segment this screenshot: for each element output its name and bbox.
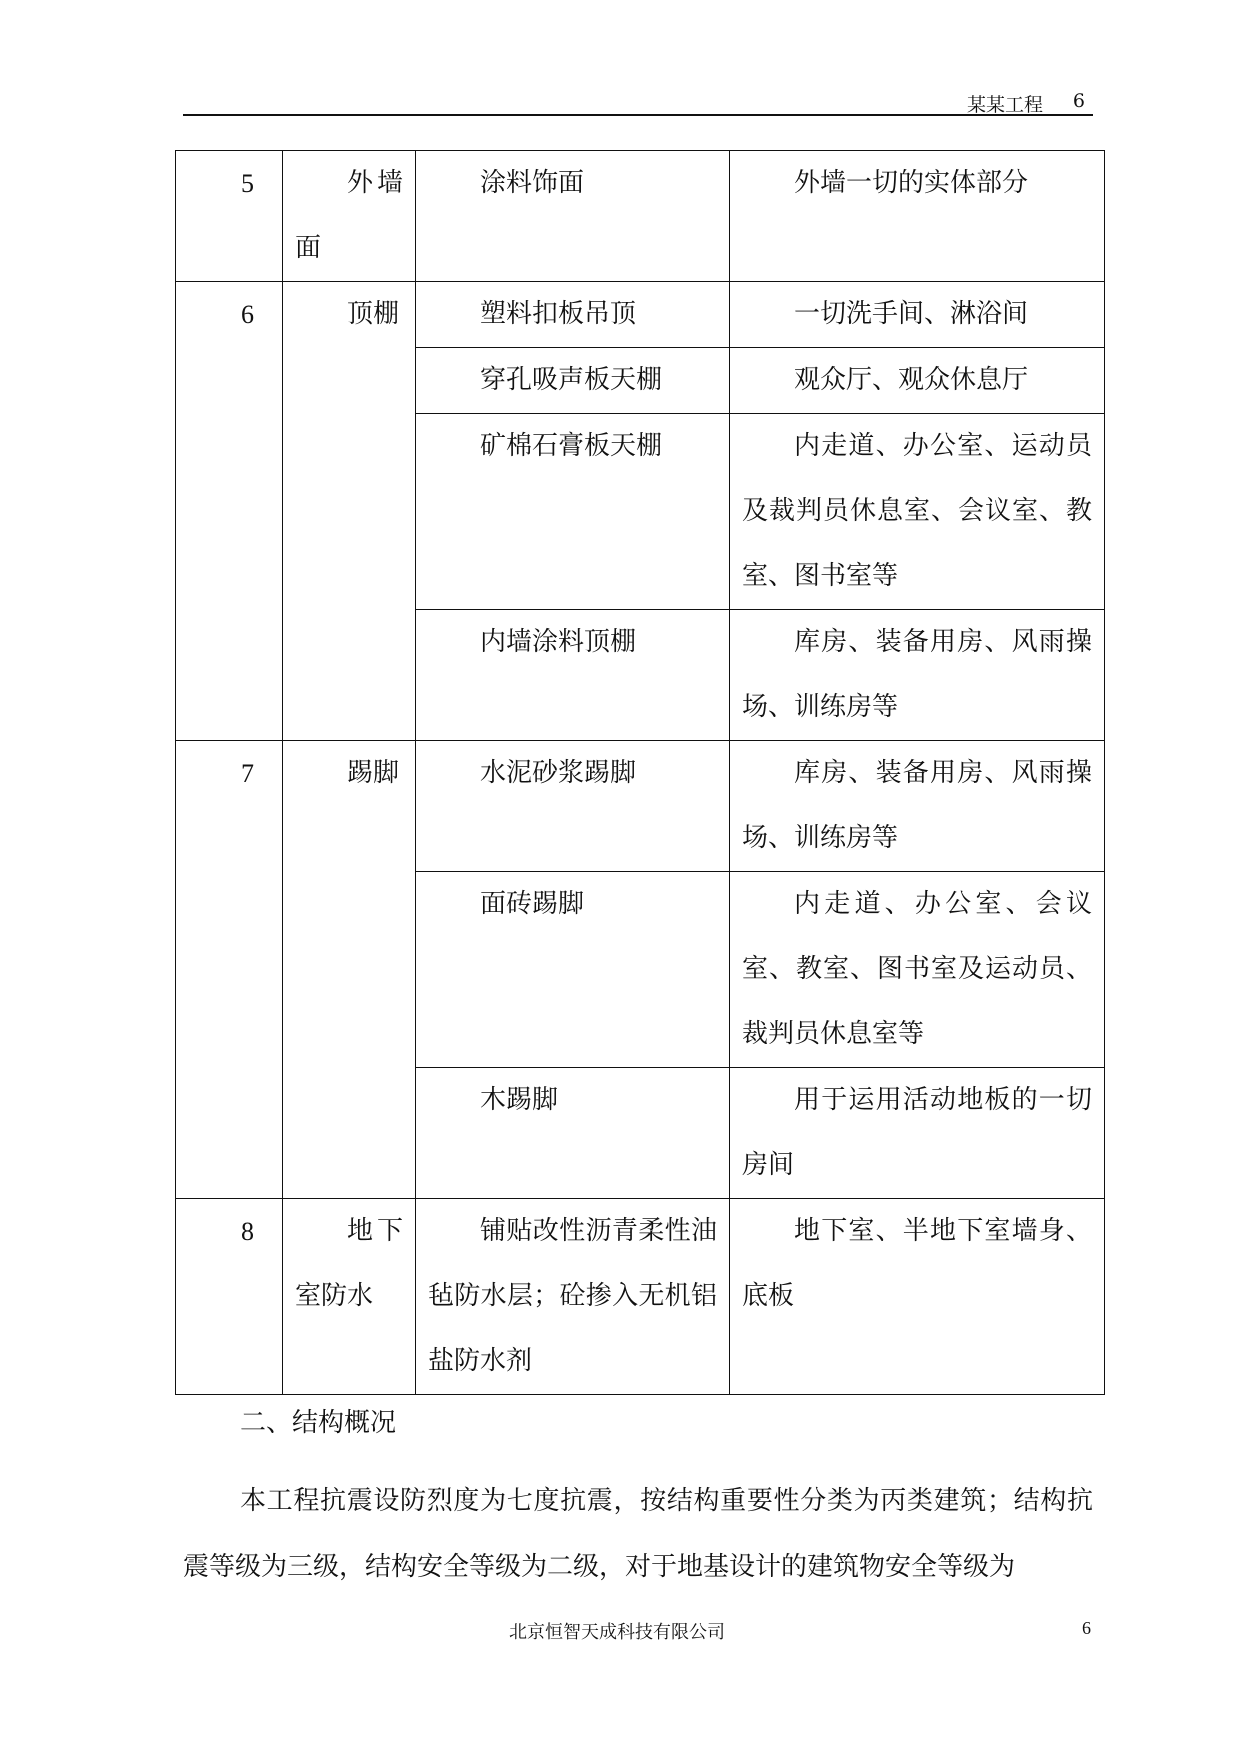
table-row bbox=[176, 741, 1105, 872]
table-row bbox=[176, 282, 1105, 348]
row-category: 外墙面 bbox=[295, 168, 403, 263]
row-usage: 内走道、办公室、会议室、教室、图书室及运动员、裁判员休息室等 bbox=[742, 889, 1092, 1049]
body-paragraph: 本工程抗震设防烈度为七度抗震，按结构重要性分类为丙类建筑；结构抗震等级为三级，结构安全等级为二级，对于地基设计的建筑物安全等级为 bbox=[183, 1486, 1093, 1582]
header-title: 某某工程 bbox=[966, 94, 1043, 116]
footer-page-number: 6 bbox=[1082, 1618, 1091, 1638]
row-category: 地下室防水 bbox=[295, 1216, 403, 1311]
row-material: 涂料饰面 bbox=[480, 168, 585, 198]
row-number: 6 bbox=[241, 300, 254, 329]
row-category: 顶棚 bbox=[347, 299, 400, 329]
finishes-table bbox=[175, 150, 1105, 1395]
row-category: 踢脚 bbox=[347, 758, 400, 788]
row-usage: 地下室、半地下室墙身、底板 bbox=[742, 1216, 1092, 1311]
row-number: 5 bbox=[241, 169, 254, 198]
row-material: 塑料扣板吊顶 bbox=[480, 299, 637, 329]
table-row bbox=[176, 151, 1105, 282]
header-divider bbox=[183, 114, 1093, 116]
row-usage: 库房、装备用房、风雨操场、训练房等 bbox=[742, 758, 1092, 853]
table-row bbox=[176, 1199, 1105, 1395]
row-material: 矿棉石膏板天棚 bbox=[480, 431, 663, 461]
row-material: 内墙涂料顶棚 bbox=[480, 627, 637, 657]
row-number: 7 bbox=[241, 759, 254, 788]
row-usage: 内走道、办公室、运动员及裁判员休息室、会议室、教室、图书室等 bbox=[742, 431, 1092, 591]
section-heading: 二、结构概况 bbox=[240, 1408, 397, 1438]
row-usage: 外墙一切的实体部分 bbox=[794, 168, 1029, 198]
row-usage: 观众厅、观众休息厅 bbox=[794, 365, 1029, 395]
row-material: 穿孔吸声板天棚 bbox=[480, 365, 663, 395]
row-number: 8 bbox=[241, 1217, 254, 1246]
header-page-number: 6 bbox=[1072, 90, 1085, 112]
row-material: 水泥砂浆踢脚 bbox=[480, 758, 637, 788]
row-material: 铺贴改性沥青柔性油毡防水层；砼掺入无机铝盐防水剂 bbox=[428, 1216, 717, 1376]
row-usage: 一切洗手间、淋浴间 bbox=[794, 299, 1029, 329]
footer-company: 北京恒智天成科技有限公司 bbox=[509, 1622, 725, 1643]
row-material: 面砖踢脚 bbox=[480, 889, 585, 919]
row-usage: 库房、装备用房、风雨操场、训练房等 bbox=[742, 627, 1092, 722]
page-header bbox=[183, 86, 1093, 116]
row-material: 木踢脚 bbox=[480, 1085, 559, 1115]
row-usage: 用于运用活动地板的一切房间 bbox=[742, 1085, 1092, 1180]
